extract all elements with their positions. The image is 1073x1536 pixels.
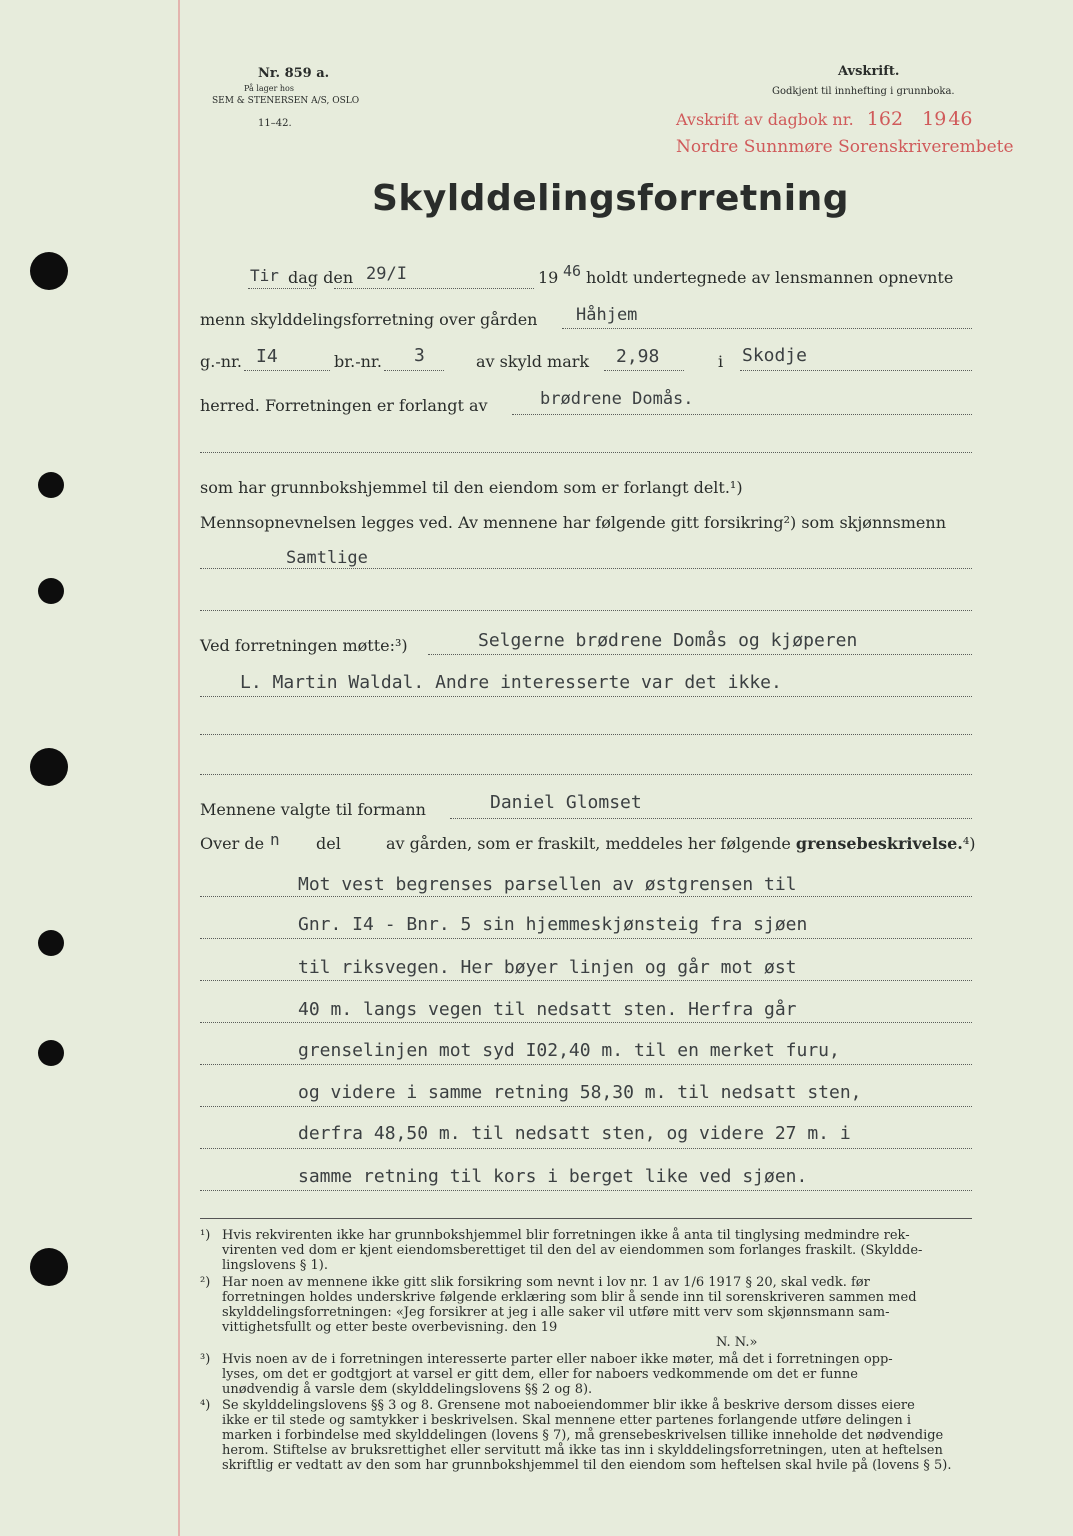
line-text: dag den	[288, 268, 354, 287]
footnote-line: lyses, om det er godtgjort at varsel er gitt dem, eller for naboers vedkommende om det er funne	[222, 1367, 858, 1382]
printer-line-1: På lager hos	[244, 84, 294, 93]
stamp-year-prefix: 19	[922, 108, 947, 130]
line-text	[386, 834, 975, 853]
footnote-line: virenten ved dom er kjent eiendomsberettiget til den del av eiendommen som forlanges fraskilt. (Skyldde-	[222, 1243, 923, 1258]
line-text: Over de	[200, 834, 265, 853]
stamp-journal-number: 162	[866, 108, 904, 130]
copy-note: Godkjent til innhefting i grunnboka.	[772, 86, 955, 97]
boundary-line: 40 m. langs vegen til nedsatt sten. Herfra går	[298, 999, 797, 1020]
printer-line-2: SEM & STENERSEN A/S, OSLO	[212, 96, 360, 106]
footnote-line: vittighetsfullt og etter beste overbevisning. den 19	[222, 1320, 558, 1335]
fill-line	[384, 370, 444, 371]
handwritten-n: n	[270, 830, 280, 849]
fill-line	[200, 452, 972, 453]
margin-line	[178, 0, 180, 1536]
footnote-line: Hvis noen av de i forretningen interesserte parter eller naboer ikke møter, må det i forretningen opp-	[222, 1352, 893, 1367]
boundary-line: og videre i samme retning 58,30 m. til nedsatt sten,	[298, 1082, 862, 1103]
fill-line	[334, 288, 534, 289]
stamp-label: Avskrift av dagbok nr.	[676, 110, 854, 129]
bnr-value: 3	[414, 345, 425, 366]
form-date-code: 11–42.	[258, 118, 292, 129]
footnote-line: forretningen holdes underskrive følgende erklæring som blir å sende inn til sorenskriveren sammen med	[222, 1290, 917, 1305]
insured-value: Samtlige	[286, 548, 368, 568]
farm-name: Håhjem	[576, 305, 638, 325]
present-line-1: Selgerne brødrene Domås og kjøperen	[478, 630, 858, 651]
fill-line	[200, 1190, 972, 1191]
footnote-4	[200, 1398, 972, 1473]
fill-line	[200, 734, 972, 735]
fill-line	[562, 328, 972, 329]
line-text: i	[718, 352, 724, 371]
footnote-divider	[200, 1218, 972, 1219]
fill-line	[200, 696, 972, 697]
footnote-line: lingslovens § 1).	[222, 1258, 328, 1273]
skyld-value: 2,98	[616, 346, 660, 367]
line-text: Mennene valgte til formann	[200, 800, 426, 819]
footnote-1	[200, 1228, 972, 1273]
footnote-line: skriftlig er vedtatt av den som har grunnbokshjemmel til den eiendom som heftelsen skal hvile på (lovens § 5).	[222, 1458, 952, 1473]
page-title: Skylddelingsforretning	[372, 178, 850, 219]
weekday-handwritten: Tir	[250, 266, 279, 285]
punch-hole	[30, 748, 68, 786]
boundary-line: Gnr. I4 - Bnr. 5 sin hjemmeskjønsteig fra sjøen	[298, 914, 808, 935]
form-number: Nr. 859 a.	[258, 66, 330, 81]
punch-hole	[30, 1248, 68, 1286]
copy-title: Avskrift.	[838, 64, 900, 79]
boundary-heading: grensebeskrivelse.	[795, 834, 963, 853]
footnote-2	[200, 1275, 972, 1350]
boundary-line: til riksvegen. Her bøyer linjen og går mot øst	[298, 957, 797, 978]
footnote-ref: ⁴)	[962, 834, 976, 853]
punch-hole	[38, 930, 64, 956]
punch-hole	[30, 252, 68, 290]
line-text: menn skylddelingsforretning over gården	[200, 310, 538, 329]
journal-stamp	[676, 108, 973, 130]
fill-line	[200, 938, 972, 939]
fill-line	[450, 818, 972, 819]
footnote-mark: ³)	[200, 1352, 211, 1367]
boundary-line: Mot vest begrenses parsellen av østgrensen til	[298, 874, 797, 895]
year-handwritten: 46	[563, 262, 582, 280]
footnote-line: unødvendig å varsle dem (skylddelingslovens §§ 2 og 8).	[222, 1382, 593, 1397]
fill-line	[200, 1106, 972, 1107]
present-line-2: L. Martin Waldal. Andre interesserte var det ikke.	[240, 672, 782, 693]
footnote-mark: ¹)	[200, 1228, 211, 1243]
gnr-value: I4	[256, 346, 278, 367]
fill-line	[200, 774, 972, 775]
day-handwritten: 29/I	[366, 264, 407, 284]
line-text: herred. Forretningen er forlangt av	[200, 396, 488, 415]
line-text-part: av gården, som er fraskilt, meddeles her følgende	[386, 834, 791, 853]
fill-line	[248, 288, 316, 289]
punch-hole	[38, 578, 64, 604]
stamp-office: Nordre Sunnmøre Sorenskriverembete	[676, 137, 1014, 157]
line-text: del	[316, 834, 341, 853]
fill-line	[200, 1022, 972, 1023]
line-text: Ved forretningen møtte:³)	[200, 636, 408, 655]
footnote-line: skylddelingsforretningen: «Jeg forsikrer at jeg i alle saker vil utføre mitt verv som skjønnsmann sam-	[222, 1305, 890, 1320]
footnote-line: Har noen av mennene ikke gitt slik forsikring som nevnt i lov nr. 1 av 1/6 1917 § 20, skal vedk. før	[222, 1275, 870, 1290]
signature-placeholder: N. N.»	[716, 1335, 758, 1350]
line-text: br.-nr.	[334, 352, 382, 371]
herred-name: Skodje	[742, 345, 808, 366]
footnote-mark: ⁴)	[200, 1398, 211, 1413]
fill-line	[200, 610, 972, 611]
chairman-name: Daniel Glomset	[490, 792, 642, 813]
fill-line	[244, 370, 330, 371]
footnote-line: Hvis rekvirenten ikke har grunnbokshjemmel blir forretningen ikke å anta til tinglysing medmindre rek-	[222, 1228, 910, 1243]
fill-line	[200, 896, 972, 897]
fill-line	[200, 568, 972, 569]
fill-line	[740, 370, 972, 371]
line-text: av skyld mark	[476, 352, 590, 371]
fill-line	[200, 980, 972, 981]
footnote-line: herom. Stiftelse av bruksrettighet eller servitutt må ikke tas inn i skylddelingsforretningen, uten at heftelsen	[222, 1443, 943, 1458]
line-text: g.-nr.	[200, 352, 243, 371]
line-text: Mennsopnevnelsen legges ved. Av mennene har følgende gitt forsikring²) som skjønnsmenn	[200, 513, 947, 532]
fill-line	[604, 370, 684, 371]
fill-line	[512, 414, 972, 415]
line-text: som har grunnbokshjemmel til den eiendom som er forlangt delt.¹)	[200, 478, 743, 497]
boundary-line: grenselinjen mot syd I02,40 m. til en merket furu,	[298, 1040, 840, 1061]
stamp-year: 46	[948, 108, 973, 130]
boundary-line: derfra 48,50 m. til nedsatt sten, og videre 27 m. i	[298, 1123, 851, 1144]
punch-hole	[38, 1040, 64, 1066]
footnote-mark: ²)	[200, 1275, 211, 1290]
line-text: holdt undertegnede av lensmannen opnevnte	[586, 268, 954, 287]
footnote-line: ikke er til stede og samtykker i beskrivelsen. Skal mennene etter partenes forlangende utføre delingen i	[222, 1413, 912, 1428]
fill-line	[200, 1148, 972, 1149]
footnote-line: marken i forbindelse med skylddelingen (lovens § 7), må grensebeskrivelsen tillike inneholde det nødvendige	[222, 1428, 944, 1443]
boundary-line: samme retning til kors i berget like ved sjøen.	[298, 1166, 808, 1187]
footnote-3	[200, 1352, 972, 1397]
requester: brødrene Domås.	[540, 389, 694, 409]
punch-hole	[38, 472, 64, 498]
fill-line	[428, 654, 972, 655]
year-prefix: 19	[538, 268, 559, 287]
fill-line	[200, 1064, 972, 1065]
footnote-line: Se skylddelingslovens §§ 3 og 8. Grensene mot naboeiendommer blir ikke å beskrive dersom disses eiere	[222, 1398, 915, 1413]
